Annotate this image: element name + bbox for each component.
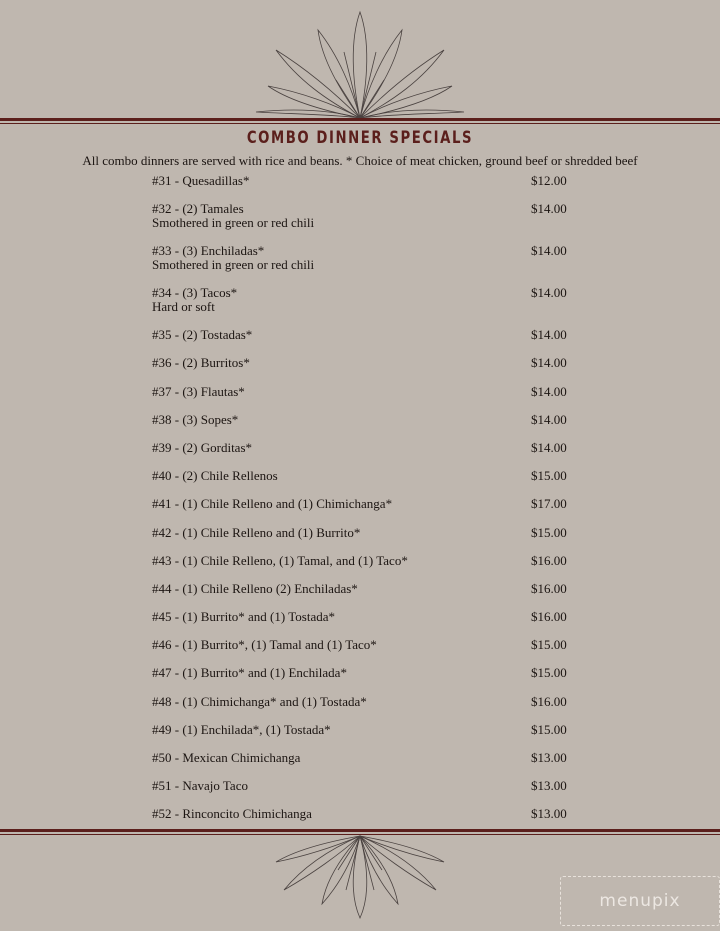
menu-item-name: #39 - (2) Gorditas* (152, 439, 253, 455)
menu-item-name: #45 - (1) Burrito* and (1) Tostada* (152, 609, 335, 625)
menu-item-price: $15.00 (531, 721, 567, 737)
menu-item (152, 723, 582, 751)
menu-item (152, 286, 582, 328)
menu-item-description: Smothered in green or red chili (152, 257, 315, 273)
menu-item-name: #42 - (1) Chile Relleno and (1) Burrito* (152, 524, 361, 540)
menu-item (152, 441, 582, 469)
menu-item-name: #46 - (1) Burrito*, (1) Tamal and (1) Taco* (152, 637, 377, 653)
menu-item-price: $17.00 (531, 496, 567, 512)
menu-item-price: $14.00 (531, 201, 567, 217)
menu-item-name: #43 - (1) Chile Relleno, (1) Tamal, and (1) Taco* (152, 552, 408, 568)
divider-top-thin (0, 123, 720, 124)
menu-item (152, 469, 582, 497)
menu-item-name: #51 - Navajo Taco (152, 778, 248, 794)
menu-item-name: #49 - (1) Enchilada*, (1) Tostada* (152, 721, 331, 737)
menu-item-name: #31 - Quesadillas* (152, 173, 250, 188)
menu-item (152, 244, 582, 286)
menu-item (152, 638, 582, 666)
menu-item-price: $14.00 (531, 383, 567, 399)
menu-item-name: #44 - (1) Chile Relleno (2) Enchiladas* (152, 580, 358, 596)
menu-item-name: #35 - (2) Tostadas* (152, 327, 253, 343)
menu-item (152, 582, 582, 610)
menu-item-name: #50 - Mexican Chimichanga (152, 750, 301, 765)
menu-item-name: #47 - (1) Burrito* and (1) Enchilada* (152, 665, 347, 681)
menu-item-name: #52 - Rinconcito Chimichanga (152, 806, 312, 822)
menu-item-description: Smothered in green or red chili (152, 215, 315, 231)
page-subtitle: All combo dinners are served with rice and beans. * Choice of meat chicken, ground beef or shredded beef (82, 153, 638, 168)
menu-item-price: $14.00 (531, 243, 567, 259)
menu-list (152, 174, 582, 836)
menu-item-name: #48 - (1) Chimichanga* and (1) Tostada* (152, 693, 367, 709)
menu-item-price: $14.00 (531, 411, 567, 427)
menu-item-price: $13.00 (531, 806, 567, 822)
menu-item (152, 202, 582, 244)
menu-item (152, 356, 582, 384)
menu-item-price: $15.00 (531, 637, 567, 653)
menu-item-name: #36 - (2) Burritos* (152, 355, 250, 371)
menu-item (152, 526, 582, 554)
menu-item-price: $14.00 (531, 439, 567, 455)
menu-item-name: #40 - (2) Chile Rellenos (152, 468, 278, 484)
menu-item-price: $15.00 (531, 524, 567, 540)
menu-item-price: $12.00 (531, 173, 567, 188)
menu-item-price: $14.00 (531, 285, 567, 301)
menu-item (152, 328, 582, 356)
menu-item-name: #33 - (3) Enchiladas* (152, 243, 265, 259)
menu-item-name: #38 - (3) Sopes* (152, 411, 239, 427)
menu-item-price: $14.00 (531, 355, 567, 371)
menu-item-price: $16.00 (531, 609, 567, 625)
menu-item (152, 497, 582, 525)
menu-item-name: #41 - (1) Chile Relleno and (1) Chimichanga* (152, 496, 393, 512)
divider-top (0, 118, 720, 121)
menu-item-price: $15.00 (531, 665, 567, 681)
menu-item-name: #34 - (3) Tacos* (152, 285, 238, 301)
menu-item (152, 174, 582, 202)
menu-item (152, 666, 582, 694)
page-title: COMBO DINNER SPECIALS (246, 128, 474, 148)
menu-item (152, 751, 582, 779)
menu-item (152, 610, 582, 638)
menu-item (152, 554, 582, 582)
menu-item-name: #37 - (3) Flautas* (152, 383, 245, 399)
menu-item (152, 695, 582, 723)
agave-ornament-top-icon (0, 0, 720, 120)
menu-item-description: Hard or soft (152, 299, 215, 315)
menu-item-price: $14.00 (531, 327, 567, 343)
menu-item-price: $15.00 (531, 468, 567, 484)
menu-item-price: $13.00 (531, 778, 567, 794)
menu-item (152, 385, 582, 413)
menu-item-price: $16.00 (531, 693, 567, 709)
menu-item (152, 779, 582, 807)
menu-item-price: $16.00 (531, 552, 567, 568)
menu-item-price: $16.00 (531, 580, 567, 596)
watermark-logo: menupix (560, 876, 720, 926)
menu-item-name: #32 - (2) Tamales (152, 201, 244, 217)
menu-item (152, 413, 582, 441)
menu-item-price: $13.00 (531, 750, 567, 765)
